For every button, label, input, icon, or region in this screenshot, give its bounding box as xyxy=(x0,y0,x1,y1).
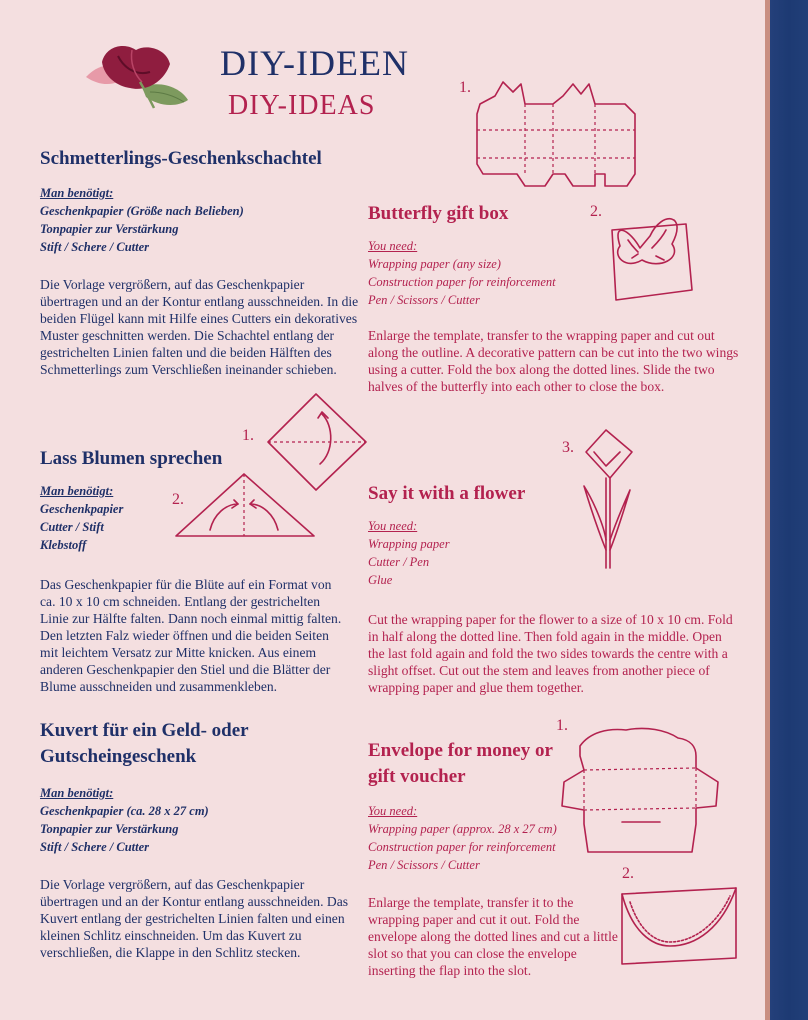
step-number: 2. xyxy=(590,203,602,220)
need-item: Klebstoff xyxy=(40,538,87,552)
need-label: Man benötigt: xyxy=(40,786,114,800)
need-item: Wrapping paper (approx. 28 x 27 cm) xyxy=(368,822,557,836)
flower-tulip-diagram xyxy=(558,430,648,570)
flower-heading-en: Say it with a flower xyxy=(368,483,526,504)
butterfly-heading-en: Butterfly gift box xyxy=(368,203,509,224)
need-item: Tonpapier zur Verstärkung xyxy=(40,222,179,236)
need-label: You need: xyxy=(368,239,418,253)
need-item: Construction paper for reinforcement xyxy=(368,840,556,854)
flower-text-en: Cut the wrapping paper for the flower to a size of 10 x 10 cm. Fold in half along the dotted line. Then fold again in the middle. Open the last fold again and fold the two sides towards the centre with a slight offset. Cut out the stem and leaves from another piece of wrapping paper and glue them together. xyxy=(368,612,733,695)
butterfly-heading-de: Schmetterlings-Geschenkschachtel xyxy=(40,148,322,169)
need-item: Stift / Schere / Cutter xyxy=(40,240,150,254)
need-label: Man benötigt: xyxy=(40,186,114,200)
need-item: Cutter / Pen xyxy=(368,555,430,569)
book-cover-edge xyxy=(770,0,808,1020)
envelope-text-en: Enlarge the template, transfer it to the wrapping paper and cut it out. Fold the envelope along the dotted lines and cut a little slot so that you can close the envelope inserting the flap into the slot. xyxy=(368,895,618,978)
envelope-text-de: Die Vorlage vergrößern, auf das Geschenkpapier übertragen und an der Kontur entlang ausschneiden. Das Kuvert entlang der gestrichelten Linien falten und einen kleinen Schlitz einschneiden. Um das Kuvert zu verschließen, die Klappe in den Schlitz stecken. xyxy=(40,877,349,960)
step-number: 1. xyxy=(459,79,471,96)
envelope-template-diagram xyxy=(556,712,726,862)
butterfly-box-closed-diagram xyxy=(590,200,700,310)
need-item: Cutter / Stift xyxy=(40,520,104,534)
need-label: You need: xyxy=(368,519,418,533)
flower-heading-de: Lass Blumen sprechen xyxy=(40,448,223,469)
need-item: Construction paper for reinforcement xyxy=(368,275,556,289)
need-item: Wrapping paper (any size) xyxy=(368,257,501,271)
step-number: 1. xyxy=(556,717,568,734)
need-item: Geschenkpapier xyxy=(40,502,124,516)
envelope-closed-diagram xyxy=(612,862,742,972)
flower-section-en xyxy=(368,481,743,696)
envelope-heading-de: Kuvert für ein Geld- oder Gutscheingeschenk xyxy=(40,720,249,767)
need-item: Pen / Scissors / Cutter xyxy=(368,293,480,307)
need-item: Geschenkpapier (Größe nach Belieben) xyxy=(40,204,244,218)
need-item: Wrapping paper xyxy=(368,537,450,551)
butterfly-box-template-diagram xyxy=(455,74,655,194)
butterfly-text-en: Enlarge the template, transfer to the wrapping paper and cut out along the outline. A decorative pattern can be cut into the two wings using a cutter. Fold the box along the dotted lines. Slide the two halves of the butterfly into each other to close the box. xyxy=(368,328,739,394)
need-item: Tonpapier zur Verstärkung xyxy=(40,822,179,836)
need-label: Man benötigt: xyxy=(40,484,114,498)
step-number: 1. xyxy=(242,427,254,444)
flower-fold-step2-diagram xyxy=(170,470,320,545)
step-number: 3. xyxy=(562,439,574,456)
step-number: 2. xyxy=(172,491,184,508)
need-item: Stift / Schere / Cutter xyxy=(40,840,150,854)
envelope-heading-en: Envelope for money or gift voucher xyxy=(368,740,553,787)
tulip-illustration xyxy=(80,42,195,127)
page-title-de: DIY-IDEEN xyxy=(220,43,409,83)
need-label: You need: xyxy=(368,804,418,818)
need-item: Geschenkpapier (ca. 28 x 27 cm) xyxy=(40,804,209,818)
need-item: Pen / Scissors / Cutter xyxy=(368,858,480,872)
page-title-en: DIY-IDEAS xyxy=(228,90,376,121)
envelope-section-de xyxy=(40,718,360,961)
step-number: 2. xyxy=(622,865,634,882)
flower-text-de: Das Geschenkpapier für die Blüte auf ein Format von ca. 10 x 10 cm schneiden. Entlang der gestrichelten Linie zur Hälfte falten. Dann noch einmal mittig falten. Den letzten Falz wieder öffnen und die beiden Seiten mit leichtem Versatz zur Mitte knicken. Aus einem anderen Geschenkpapier den Stiel und die Blätter der Blume ausschneiden und zusammenkleben. xyxy=(40,577,342,694)
butterfly-section-de xyxy=(40,146,360,378)
need-item: Glue xyxy=(368,573,393,587)
butterfly-text-de: Die Vorlage vergrößern, auf das Geschenkpapier übertragen und an der Kontur entlang ausschneiden. In die beiden Flügel kann mit Hilfe eines Cutters ein dekoratives Muster geschnitten werden. Die Schachtel entlang der gestrichelten Linien falten und die beiden Hälften des Schmetterlings zum Verschließen ineinander schieben. xyxy=(40,277,359,377)
